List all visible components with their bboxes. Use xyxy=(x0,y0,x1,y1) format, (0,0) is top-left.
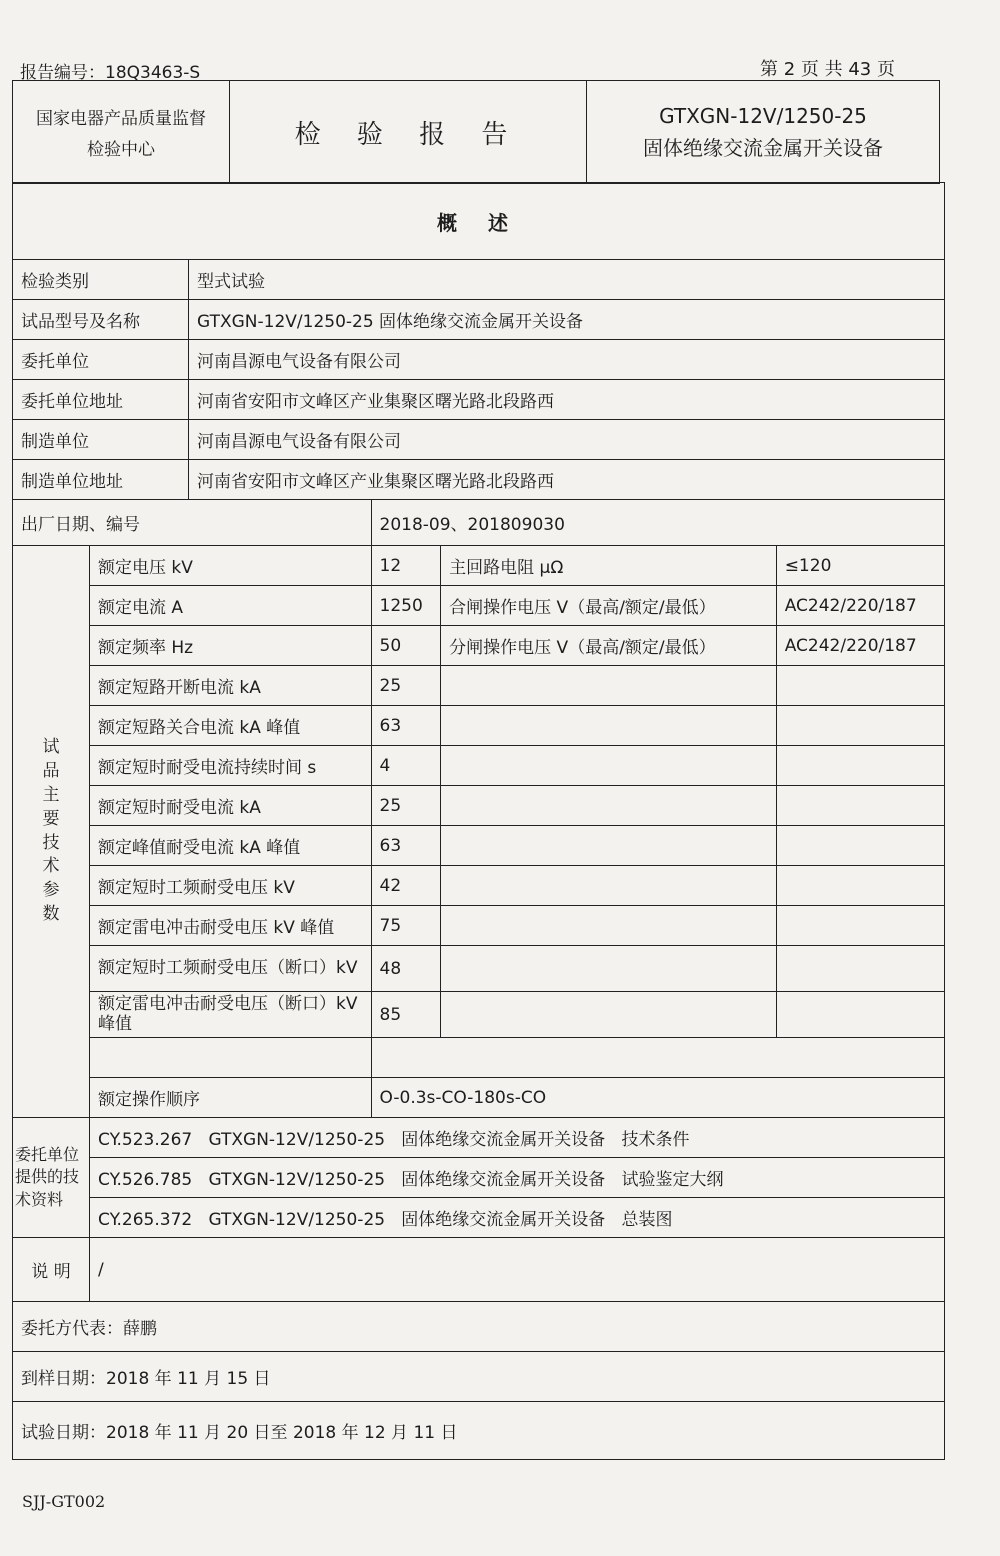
notes-row xyxy=(13,1238,945,1302)
doc-model: GTXGN-12V/1250-25 xyxy=(208,1210,386,1230)
org-line-2: 检验中心 xyxy=(87,140,155,160)
page-number: 第 2 页 共 43 页 xyxy=(760,59,895,80)
param-value: 85 xyxy=(371,992,441,1038)
param-name-2 xyxy=(441,906,777,946)
params-group-text: 试品主要技术参数 xyxy=(42,737,60,924)
empty-cell xyxy=(90,1038,372,1078)
doc-code: CY.526.785 xyxy=(98,1170,193,1190)
param-value-2 xyxy=(776,866,944,906)
param-value: 63 xyxy=(371,826,441,866)
row-value: 河南省安阳市文峰区产业集聚区曙光路北段路西 xyxy=(189,460,945,500)
param-name-2: 主回路电阻 μΩ xyxy=(441,546,777,586)
param-value-2 xyxy=(776,826,944,866)
param-name-2: 合闸操作电压 V（最高/额定/最低） xyxy=(441,586,777,626)
doc-item xyxy=(90,1198,945,1238)
doc-title: 试验鉴定大纲 xyxy=(621,1170,724,1190)
params-group-label xyxy=(13,546,90,1118)
arrival-date: 到样日期：2018 年 11 月 15 日 xyxy=(13,1352,945,1402)
doc-title: 技术条件 xyxy=(621,1130,690,1150)
doc-model: GTXGN-12V/1250-25 xyxy=(208,1170,386,1190)
param-name: 额定电流 A xyxy=(90,586,372,626)
param-row xyxy=(13,626,945,666)
row-value: 河南昌源电气设备有限公司 xyxy=(189,420,945,460)
form-code: SJJ-GT002 xyxy=(22,1492,106,1511)
row-label: 制造单位地址 xyxy=(13,460,189,500)
param-value-2 xyxy=(776,906,944,946)
table-row xyxy=(13,380,945,420)
param-name-2 xyxy=(441,746,777,786)
table-row xyxy=(13,260,945,300)
param-value: 4 xyxy=(371,746,441,786)
param-row xyxy=(13,666,945,706)
row-value: 河南省安阳市文峰区产业集聚区曙光路北段路西 xyxy=(189,380,945,420)
issuing-organization xyxy=(13,81,230,184)
representative: 委托方代表：薛鹏 xyxy=(13,1302,945,1352)
param-name: 额定电压 kV xyxy=(90,546,372,586)
param-value: 48 xyxy=(371,946,441,992)
row-label: 检验类别 xyxy=(13,260,189,300)
doc-item xyxy=(90,1118,945,1158)
row-label: 委托单位地址 xyxy=(13,380,189,420)
param-name: 额定峰值耐受电流 kA 峰值 xyxy=(90,826,372,866)
param-value-2: AC242/220/187 xyxy=(776,586,944,626)
param-row xyxy=(13,546,945,586)
notes-value: / xyxy=(90,1238,945,1302)
empty-cell xyxy=(371,1038,944,1078)
param-value-2 xyxy=(776,946,944,992)
doc-code: CY.523.267 xyxy=(98,1130,193,1150)
doc-title: 总装图 xyxy=(621,1210,673,1230)
row-value: GTXGN-12V/1250-25 固体绝缘交流金属开关设备 xyxy=(189,300,945,340)
table-row xyxy=(13,500,945,546)
param-name: 额定短时耐受电流 kA xyxy=(90,786,372,826)
row-value: 河南昌源电气设备有限公司 xyxy=(189,340,945,380)
param-value: 63 xyxy=(371,706,441,746)
param-value: 50 xyxy=(371,626,441,666)
report-number: 报告编号：18Q3463-S xyxy=(20,63,201,83)
param-name: 额定短路开断电流 kA xyxy=(90,666,372,706)
doc-row xyxy=(13,1158,945,1198)
sequence-label: 额定操作顺序 xyxy=(90,1078,372,1118)
param-name-2: 分闸操作电压 V（最高/额定/最低） xyxy=(441,626,777,666)
docs-group-text: 委托单位提供的技术资料 xyxy=(15,1144,80,1209)
param-row xyxy=(13,826,945,866)
table-row xyxy=(13,340,945,380)
representative-row xyxy=(13,1302,945,1352)
docs-group-label xyxy=(13,1118,90,1238)
row-label: 试品型号及名称 xyxy=(13,300,189,340)
param-value: 12 xyxy=(371,546,441,586)
param-value-2: ≤120 xyxy=(776,546,944,586)
param-row xyxy=(13,906,945,946)
title-block xyxy=(12,80,940,184)
param-row xyxy=(13,786,945,826)
param-value: 42 xyxy=(371,866,441,906)
product-title xyxy=(587,81,940,184)
row-value: 型式试验 xyxy=(189,260,945,300)
param-value-2 xyxy=(776,706,944,746)
doc-product: 固体绝缘交流金属开关设备 xyxy=(401,1170,606,1190)
param-name: 额定短时工频耐受电压 kV xyxy=(90,866,372,906)
test-date: 试验日期：2018 年 11 月 20 日至 2018 年 12 月 11 日 xyxy=(13,1402,945,1460)
doc-item xyxy=(90,1158,945,1198)
doc-product: 固体绝缘交流金属开关设备 xyxy=(401,1210,606,1230)
param-name-2 xyxy=(441,992,777,1038)
param-row xyxy=(13,866,945,906)
param-name: 额定短时工频耐受电压（断口）kV xyxy=(90,946,372,992)
param-row xyxy=(13,706,945,746)
param-name: 额定频率 Hz xyxy=(90,626,372,666)
param-value: 75 xyxy=(371,906,441,946)
param-row-empty xyxy=(13,1038,945,1078)
sequence-value: O-0.3s-CO-180s-CO xyxy=(371,1078,944,1118)
param-name-2 xyxy=(441,786,777,826)
document-title: 检 验 报 告 xyxy=(230,81,587,184)
param-value-2 xyxy=(776,992,944,1038)
overview-table xyxy=(12,182,945,1460)
param-value: 25 xyxy=(371,666,441,706)
product-model: GTXGN-12V/1250-25 xyxy=(659,103,867,128)
doc-model: GTXGN-12V/1250-25 xyxy=(208,1130,386,1150)
row-label: 制造单位 xyxy=(13,420,189,460)
org-line-1: 国家电器产品质量监督 xyxy=(36,109,206,129)
param-row xyxy=(13,586,945,626)
param-name-2 xyxy=(441,826,777,866)
doc-row xyxy=(13,1118,945,1158)
doc-code: CY.265.372 xyxy=(98,1210,193,1230)
param-row xyxy=(13,1078,945,1118)
doc-product: 固体绝缘交流金属开关设备 xyxy=(401,1130,606,1150)
notes-label: 说 明 xyxy=(13,1238,90,1302)
doc-row xyxy=(13,1198,945,1238)
param-value: 25 xyxy=(371,786,441,826)
param-name: 额定短路关合电流 kA 峰值 xyxy=(90,706,372,746)
param-name: 额定雷电冲击耐受电压（断口）kV 峰值 xyxy=(90,992,372,1038)
param-row xyxy=(13,746,945,786)
arrival-row xyxy=(13,1352,945,1402)
param-row xyxy=(13,992,945,1038)
factory-date-label: 出厂日期、编号 xyxy=(13,500,372,546)
param-name-2 xyxy=(441,946,777,992)
param-name: 额定雷电冲击耐受电压 kV 峰值 xyxy=(90,906,372,946)
param-value: 1250 xyxy=(371,586,441,626)
param-name: 额定短时耐受电流持续时间 s xyxy=(90,746,372,786)
param-value-2 xyxy=(776,746,944,786)
table-row xyxy=(13,420,945,460)
param-value-2 xyxy=(776,666,944,706)
test-date-row xyxy=(13,1402,945,1460)
param-name-2 xyxy=(441,706,777,746)
table-row xyxy=(13,300,945,340)
param-name-2 xyxy=(441,866,777,906)
param-row xyxy=(13,946,945,992)
factory-date-value: 2018-09、201809030 xyxy=(371,500,944,546)
overview-caption: 概 述 xyxy=(13,183,945,260)
param-value-2: AC242/220/187 xyxy=(776,626,944,666)
row-label: 委托单位 xyxy=(13,340,189,380)
param-value-2 xyxy=(776,786,944,826)
table-row xyxy=(13,460,945,500)
product-name: 固体绝缘交流金属开关设备 xyxy=(643,135,883,160)
param-name-2 xyxy=(441,666,777,706)
